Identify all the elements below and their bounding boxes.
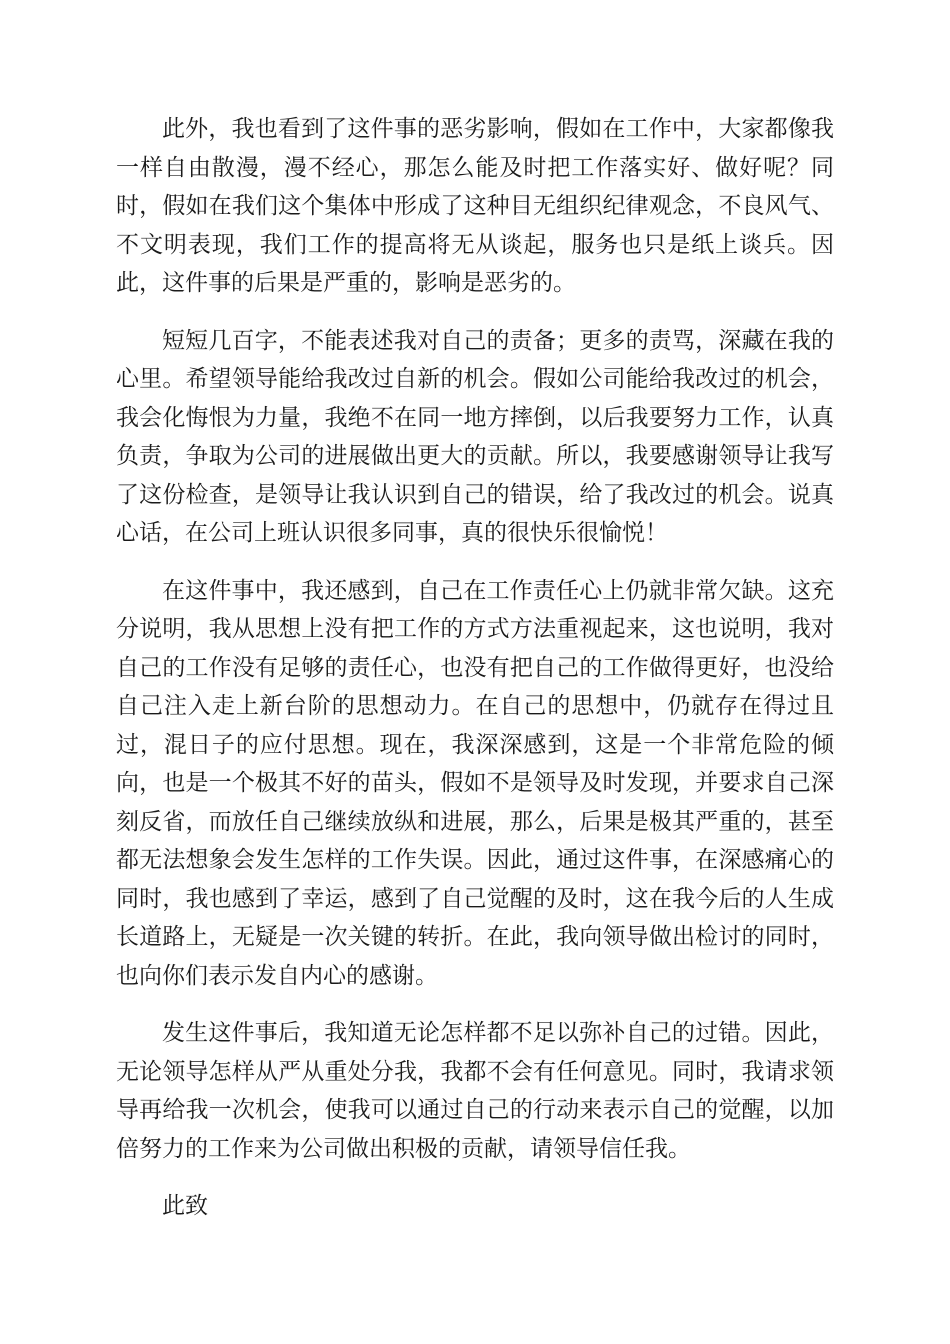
paragraph-2: 短短几百字，不能表述我对自己的责备；更多的责骂，深藏在我的心里。希望领导能给我改过自新的机会。假如公司能给我改过的机会，我会化悔恨为力量，我绝不在同一地方摔倒，以后我要努力工作，认真负责，争取为公司的进展做出更大的贡献。所以，我要感谢领导让我写了这份检查，是领导让我认识到自己的错误，给了我改过的机会。说真心话，在公司上班认识很多同事，真的很快乐很愉悦！ xyxy=(116,327,834,546)
paragraph-4: 发生这件事后，我知道无论怎样都不足以弥补自己的过错。因此，无论领导怎样从严从重处分我，我都不会有任何意见。同时，我请求领导再给我一次机会，使我可以通过自己的行动来表示自己的觉醒，以加倍努力的工作来为公司做出积极的贡献，请领导信任我。 xyxy=(116,1020,834,1162)
closing-salutation: 此致 xyxy=(162,1193,208,1219)
paragraph-3: 在这件事中，我还感到，自己在工作责任心上仍就非常欠缺。这充分说明，我从思想上没有把工作的方式方法重视起来，这也说明，我对自己的工作没有足够的责任心，也没有把自己的工作做得更好，也没给自己注入走上新台阶的思想动力。在自己的思想中，仍就存在得过且过，混日子的应付思想。现在，我深深感到，这是一个非常危险的倾向，也是一个极其不好的苗头，假如不是领导及时发现，并要求自己深刻反省，而放任自己继续放纵和进展，那么，后果是极其严重的，甚至都无法想象会发生怎样的工作失误。因此，通过这件事，在深感痛心的同时，我也感到了幸运，感到了自己觉醒的及时，这在我今后的人生成长道路上，无疑是一次关键的转折。在此，我向领导做出检讨的同时，也向你们表示发自内心的感谢。 xyxy=(116,577,834,989)
document-body xyxy=(116,110,834,1226)
paragraph-1: 此外，我也看到了这件事的恶劣影响，假如在工作中，大家都像我一样自由散漫，漫不经心，那怎么能及时把工作落实好、做好呢？同时，假如在我们这个集体中形成了这种目无组织纪律观念，不良风气、不文明表现，我们工作的提高将无从谈起，服务也只是纸上谈兵。因此，这件事的后果是严重的，影响是恶劣的。 xyxy=(116,116,834,296)
